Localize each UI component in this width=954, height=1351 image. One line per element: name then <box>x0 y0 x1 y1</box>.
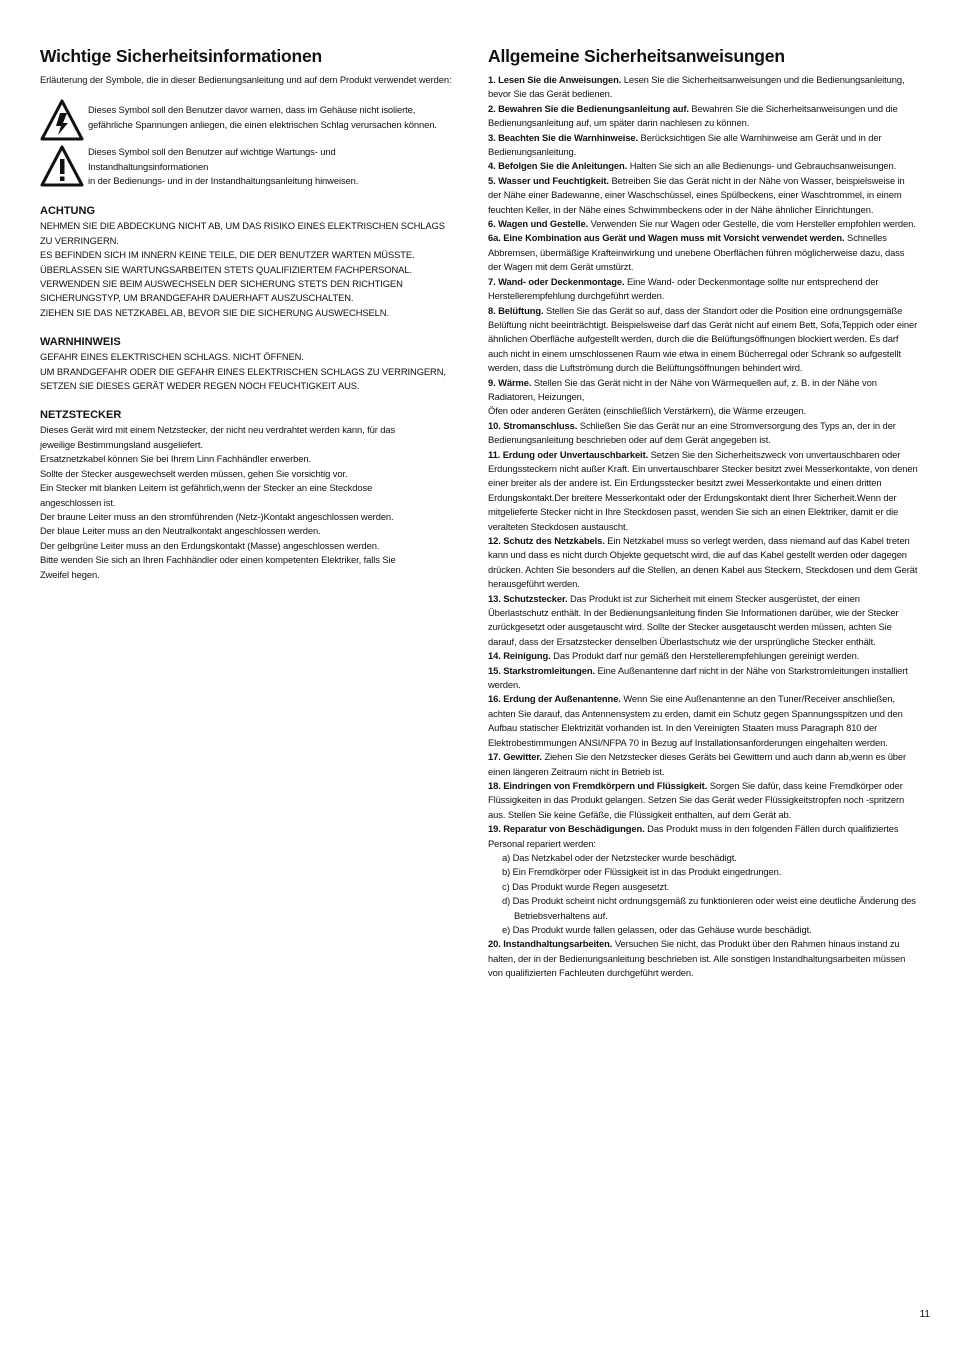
item-label: 10. Stromanschluss. <box>488 419 578 431</box>
achtung-line: ZIEHEN SIE DAS NETZKABEL AB, BEVOR SIE DIE SICHERUNG AUSWECHSELN. <box>40 306 389 318</box>
repair-subitem: b) Ein Fremdkörper oder Flüssigkeit ist in das Produkt eingedrungen. <box>502 866 782 878</box>
item-label: 8. Belüftung. <box>488 304 544 316</box>
instruction-item <box>488 937 918 980</box>
instruction-item <box>488 102 918 131</box>
item-label: 4. Befolgen Sie die Anleitungen. <box>488 160 628 172</box>
instruction-item <box>488 376 918 419</box>
item-text: Sorgen Sie dafür, dass keine Fremdkörper oder Flüssigkeiten in das Produkt gelangen. Setzen Sie das Gerät weder Flüssigkeitstropfen noch -spritzern aus. Stellen Sie keine Gefäße, die Flüssigkeit enthalten, auf dem Gerät ab. <box>488 779 905 820</box>
symbol-text-line: Dieses Symbol soll den Benutzer davor warnen, dass im Gehäuse nicht isolierte, <box>88 104 416 116</box>
item-label: 14. Reinigung. <box>488 650 551 662</box>
repair-subitem: c) Das Produkt wurde Regen ausgesetzt. <box>502 880 670 892</box>
general-instructions-title: Allgemeine Sicherheitsanweisungen <box>488 46 785 66</box>
netzstecker-line: Der blaue Leiter muss an den Neutralkontakt angeschlossen werden. <box>40 525 321 537</box>
warnhinweis-line: SETZEN SIE DIESES GERÄT WEDER REGEN NOCH FEUCHTIGKEIT AUS. <box>40 380 360 392</box>
achtung-section <box>40 205 470 320</box>
repair-subitem: e) Das Produkt wurde fallen gelassen, oder das Gehäuse wurde beschädigt. <box>502 923 812 935</box>
symbol-row-lightning <box>40 99 470 143</box>
instruction-item <box>488 217 918 231</box>
item-text: Wenn Sie eine Außenantenne an den Tuner/Receiver anschließen, achten Sie darauf, das Antennensystem zu erden, damit ein Schutz gegen Spannungsspitzen und den Aufbau statischer Elektrizität vorhanden ist. In den Vereinigten Staaten muss Paragraph 810 der Elektrobestimmungen ANSI/NFPA 70 in Bezug auf Installationsanforderungen eingehalten werden. <box>488 693 903 748</box>
item-text: Berücksichtigen Sie alle Warnhinweise am Gerät und in der Bedienungsanleitung. <box>488 131 882 158</box>
instruction-item <box>488 664 918 693</box>
item-text: Verwenden Sie nur Wagen oder Gestelle, die vom Hersteller empfohlen werden. <box>588 218 916 230</box>
page-number: 11 <box>919 1309 930 1320</box>
item-text: Setzen Sie den Sicherheitszweck von unvertauschbaren oder Erdungssteckern nicht außer Kraft. Ein unvertauschbarer Stecker besitzt zwei Messerkontakte, von denen einer breiter als der andere ist. Ein Erdungsstecker besitzt zwei Messerkontakte und einen dritten Erdungskontakt.Der breitere Messerkontakt oder der Erdungskontakt dient Ihrer Sicherheit.Wenn der mitgelieferte Stecker nicht in Ihre Steckdosen passt, wenden Sie sich an einen Elektriker, damit er die veralteten Steckdosen austauscht. <box>488 448 918 532</box>
instruction-item <box>488 159 918 173</box>
left-column <box>40 46 470 582</box>
instruction-item <box>488 419 918 448</box>
netzstecker-line: Der gelbgrüne Leiter muss an den Erdungskontakt (Masse) angeschlossen werden. <box>40 539 380 551</box>
item-label: 6. Wagen und Gestelle. <box>488 218 589 230</box>
item-text: Eine Wand- oder Deckenmontage sollte nur entsprechend der Herstellerempfehlung durchgeführt werden. <box>488 275 879 302</box>
item-text: Lesen Sie die Sicherheitsanweisungen und die Bedienungsanleitung, bevor Sie das Gerät bedienen. <box>488 74 905 100</box>
safety-info-title: Wichtige Sicherheitsinformationen <box>40 46 323 66</box>
item-text: Bewahren Sie die Sicherheitsanweisungen und die Bedienungsanleitung auf, um später darin nachlesen zu können. <box>488 102 898 129</box>
netzstecker-section <box>40 409 470 581</box>
achtung-line: VERWENDEN SIE BEIM AUSWECHSELN DER SICHERUNG STETS DEN RICHTIGEN <box>40 278 403 290</box>
item-text: Eine Außenantenne darf nicht in der Nähe von Starkstromleitungen installiert werden. <box>488 664 908 691</box>
item-text: Das Produkt muss in den folgenden Fällen durch qualifiziertes Personal repariert werden: <box>488 823 899 849</box>
item-text: Betreiben Sie das Gerät nicht in der Nähe von Wasser, beispielsweise in der Nähe einer Badewanne, einer Waschschüssel, eines Spülbeckens, einer Waschtrommel, in einem feuchten Keller, in der Nähe eines Schwimmbeckens oder in der Nähe ähnlicher Einrichtungen. <box>488 174 905 215</box>
netzstecker-line: Ein Stecker mit blanken Leitern ist gefährlich,wenn der Stecker an eine Steckdose <box>40 482 373 494</box>
netzstecker-line: Ersatznetzkabel können Sie bei Ihrem Linn Fachhändler erwerben. <box>40 453 311 465</box>
item-label: 6a. Eine Kombination aus Gerät und Wagen muss mit Vorsicht verwendet werden. <box>488 232 845 244</box>
instruction-item <box>488 448 918 534</box>
achtung-line: SICHERUNGSTYP, UM BRANDGEFAHR DAUERHAFT AUSZUSCHALTEN. <box>40 292 354 304</box>
item-label: 16. Erdung der Außenantenne. <box>488 693 621 705</box>
achtung-line: ES BEFINDEN SICH IM INNERN KEINE TEILE, DIE DER BENUTZER WARTEN MÜSSTE. <box>40 249 415 261</box>
netzstecker-line: jeweilige Bestimmungsland ausgeliefert. <box>40 438 203 450</box>
netzstecker-line: angeschlossen ist. <box>40 496 116 508</box>
symbol-text-line: Dieses Symbol soll den Benutzer auf wichtige Wartungs- und <box>88 146 336 158</box>
instruction-item <box>488 275 918 304</box>
item-label: 20. Instandhaltungsarbeiten. <box>488 938 613 950</box>
item-label: 17. Gewitter. <box>488 751 542 763</box>
achtung-line: NEHMEN SIE DIE ABDECKUNG NICHT AB, UM DAS RISIKO EINES ELEKTRISCHEN SCHLAGS <box>40 220 445 232</box>
netzstecker-line: Zweifel hegen. <box>40 568 100 580</box>
instruction-item <box>488 692 918 750</box>
item-label: 9. Wärme. <box>488 376 532 388</box>
lightning-symbol-text <box>88 99 437 132</box>
item-text: Halten Sie sich an alle Bedienungs- und Gebrauchsanweisungen. <box>627 160 897 172</box>
instruction-item <box>488 750 918 779</box>
instruction-item <box>488 231 918 274</box>
item-text: Schließen Sie das Gerät nur an eine Stromversorgung des Typs an, der in der Bedienungsanleitung beschrieben oder auf dem Gerät angegeben ist. <box>488 419 896 446</box>
instruction-item <box>488 534 918 592</box>
symbol-text-line: gefährliche Spannungen anliegen, die einen elektrischen Schlag verursachen können. <box>88 118 437 130</box>
achtung-heading: ACHTUNG <box>40 205 95 218</box>
item-text: Stellen Sie das Gerät so auf, dass der Standort oder die Position eine ordnungsgemäße Belüftung nicht beeinträchtigt. Beispielsweise darf das Gerät nicht auf einem Bett, Sofa,Teppich oder einer ähnlichen Oberfläche aufgestellt werden, durch die die Belüftungsöffnungen blockiert werden. Es darf auch nicht in einem umschlossenen Raum wie etwa in einem Bücherregal oder Schrank so aufgestellt werden, dass die Luftströmung durch die Belüftungsöffnungen behindert wird. <box>488 304 918 374</box>
item-label: 1. Lesen Sie die Anweisungen. <box>488 74 622 85</box>
instruction-item <box>488 304 918 376</box>
netzstecker-line: Sollte der Stecker ausgewechselt werden müssen, gehen Sie vorsichtig vor. <box>40 467 348 479</box>
item-text: Schnelles Abbremsen, übermäßige Krafteinwirkung und unebene Oberflächen führen möglicherweise dazu, dass der Wagen mit dem Gerät umstürzt. <box>488 232 905 273</box>
item-label: 11. Erdung oder Unvertauschbarkeit. <box>488 448 649 460</box>
item-text: Das Produkt ist zur Sicherheit mit einem Stecker ausgerüstet, der einen Überlastschutz enthält. In der Bedienungsanleitung finden Sie Informationen darüber, wie der Stecker zurückgesetzt oder ausgetauscht wird. Sollte der Stecker ausgetauscht werden müssen, achten Sie darauf, dass der Ersatzstecker denselben Überlastschutz wie der ursprüngliche Stecker enthält. <box>488 592 899 647</box>
instruction-item <box>488 779 918 822</box>
item-label: 12. Schutz des Netzkabels. <box>488 535 605 546</box>
item-text: Ein Netzkabel muss so verlegt werden, dass niemand auf das Kabel treten kann und dass es nicht durch Objekte gequetscht wird, die auf das Kabel gestellt werden oder dagegen drücken. Achten Sie besonders auf die Stellen, an denen Kabel aus Steckern, Steckdosen und dem Gerät herausgeführt werden. <box>488 535 918 590</box>
symbol-text-line: in der Bedienungs- und in der Instandhaltungsanleitung hinweisen. <box>88 175 359 187</box>
netzstecker-line: Bitte wenden Sie sich an Ihren Fachhändler oder einen kompetenten Elektriker, falls Sie <box>40 554 396 566</box>
item-label: 19. Reparatur von Beschädigungen. <box>488 823 645 835</box>
instruction-item <box>488 131 918 160</box>
item-text: Versuchen Sie nicht, das Produkt über den Rahmen hinaus instand zu halten, der in der Bedienungsanleitung beschrieben ist. Alle sonstigen Instandhaltungsarbeiten müssen von qualifizierten Fachleuten durchgeführt werden. <box>488 938 906 979</box>
symbol-text-line: Instandhaltungsinformationen <box>88 160 209 172</box>
warnhinweis-line: GEFAHR EINES ELEKTRISCHEN SCHLAGS. NICHT ÖFFNEN. <box>40 351 304 363</box>
repair-subitem: d) Das Produkt scheint nicht ordnungsgemäß zu funktionieren oder weist eine deutliche Änderung des Betriebsverhaltens auf. <box>502 895 916 921</box>
item-label: 3. Beachten Sie die Warnhinweise. <box>488 131 639 143</box>
item-text: Das Produkt darf nur gemäß den Herstellerempfehlungen gereinigt werden. <box>550 650 860 662</box>
symbols-intro: Erläuterung der Symbole, die in dieser Bedienungsanleitung und auf dem Produkt verwendet werden: <box>40 74 452 85</box>
instruction-item <box>488 822 918 851</box>
right-column <box>488 46 918 981</box>
item-label: 18. Eindringen von Fremdkörpern und Flüssigkeit. <box>488 779 708 791</box>
warnhinweis-line: UM BRANDGEFAHR ODER DIE GEFAHR EINES ELEKTRISCHEN SCHLAGS ZU VERRINGERN, <box>40 365 446 377</box>
item-label: 5. Wasser und Feuchtigkeit. <box>488 174 609 186</box>
item-label: 15. Starkstromleitungen. <box>488 664 596 676</box>
item-label: 7. Wand- oder Deckenmontage. <box>488 275 625 287</box>
item-text: Ziehen Sie den Netzstecker dieses Geräts bei Gewittern und auch dann ab,wenn es über einen längeren Zeitraum nicht in Betrieb ist. <box>488 751 907 777</box>
achtung-line: ZU VERRINGERN. <box>40 234 119 246</box>
exclamation-symbol-text <box>88 145 358 188</box>
achtung-line: ÜBERLASSEN SIE WARTUNGSARBEITEN STETS QUALIFIZIERTEM FACHPERSONAL. <box>40 263 412 275</box>
item-text: Stellen Sie das Gerät nicht in der Nähe von Wärmequellen auf, z. B. in der Nähe von Radiatoren, Heizungen, Öfen oder anderen Geräten (einschließlich Verstärkern), die Wärme erzeugen. <box>488 376 877 417</box>
instruction-item <box>488 73 918 102</box>
warnhinweis-section <box>40 336 470 393</box>
symbol-row-exclamation <box>40 145 470 189</box>
instruction-item <box>488 592 918 650</box>
lightning-warning-icon <box>40 99 84 143</box>
instruction-item <box>488 649 918 663</box>
exclamation-warning-icon <box>40 145 84 189</box>
warnhinweis-heading: WARNHINWEIS <box>40 336 121 349</box>
item-label: 13. Schutzstecker. <box>488 592 568 604</box>
netzstecker-line: Dieses Gerät wird mit einem Netzstecker, der nicht neu verdrahtet werden kann, für das <box>40 424 396 436</box>
instruction-item <box>488 174 918 217</box>
item-label: 2. Bewahren Sie die Bedienungsanleitung auf. <box>488 102 689 114</box>
repair-subitem: a) Das Netzkabel oder der Netzstecker wurde beschädigt. <box>502 851 737 863</box>
netzstecker-line: Der braune Leiter muss an den stromführenden (Netz-)Kontakt angeschlossen werden. <box>40 510 394 522</box>
netzstecker-heading: NETZSTECKER <box>40 409 122 422</box>
